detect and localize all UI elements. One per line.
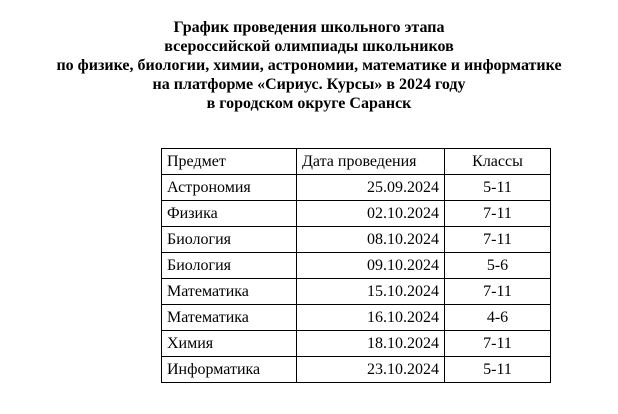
column-header-date: Дата проведения (297, 149, 445, 175)
table-row (162, 175, 551, 201)
cell-date: 02.10.2024 (297, 201, 445, 227)
cell-subject: Физика (162, 201, 297, 227)
table-row (162, 227, 551, 253)
cell-subject: Биология (162, 227, 297, 253)
cell-grades: 5-11 (445, 175, 551, 201)
cell-grades: 7-11 (445, 331, 551, 357)
cell-date: 15.10.2024 (297, 279, 445, 305)
column-header-grades: Классы (445, 149, 551, 175)
table-row (162, 331, 551, 357)
cell-date: 16.10.2024 (297, 305, 445, 331)
title-line: по физике, биологии, химии, астрономии, математике и информатике (56, 57, 562, 74)
cell-grades: 5-11 (445, 357, 551, 383)
cell-grades: 4-6 (445, 305, 551, 331)
cell-subject: Астрономия (162, 175, 297, 201)
title-line: на платформе «Сириус. Курсы» в 2024 году (152, 76, 466, 93)
cell-subject: Информатика (162, 357, 297, 383)
table-row (162, 357, 551, 383)
table-row (162, 279, 551, 305)
cell-subject: Биология (162, 253, 297, 279)
cell-grades: 7-11 (445, 227, 551, 253)
cell-date: 09.10.2024 (297, 253, 445, 279)
cell-date: 08.10.2024 (297, 227, 445, 253)
title-line: всероссийской олимпиады школьников (164, 38, 454, 55)
column-header-subject: Предмет (162, 149, 297, 175)
cell-grades: 7-11 (445, 201, 551, 227)
title-line: График проведения школьного этапа (173, 19, 445, 36)
cell-date: 18.10.2024 (297, 331, 445, 357)
cell-grades: 7-11 (445, 279, 551, 305)
cell-subject: Математика (162, 279, 297, 305)
table-row (162, 305, 551, 331)
table-header-row (162, 149, 551, 175)
document-title (0, 18, 618, 113)
table-row (162, 253, 551, 279)
cell-date: 25.09.2024 (297, 175, 445, 201)
schedule-table (161, 148, 551, 383)
cell-date: 23.10.2024 (297, 357, 445, 383)
table-row (162, 201, 551, 227)
title-line: в городском округе Саранск (206, 95, 412, 112)
cell-subject: Химия (162, 331, 297, 357)
cell-subject: Математика (162, 305, 297, 331)
cell-grades: 5-6 (445, 253, 551, 279)
